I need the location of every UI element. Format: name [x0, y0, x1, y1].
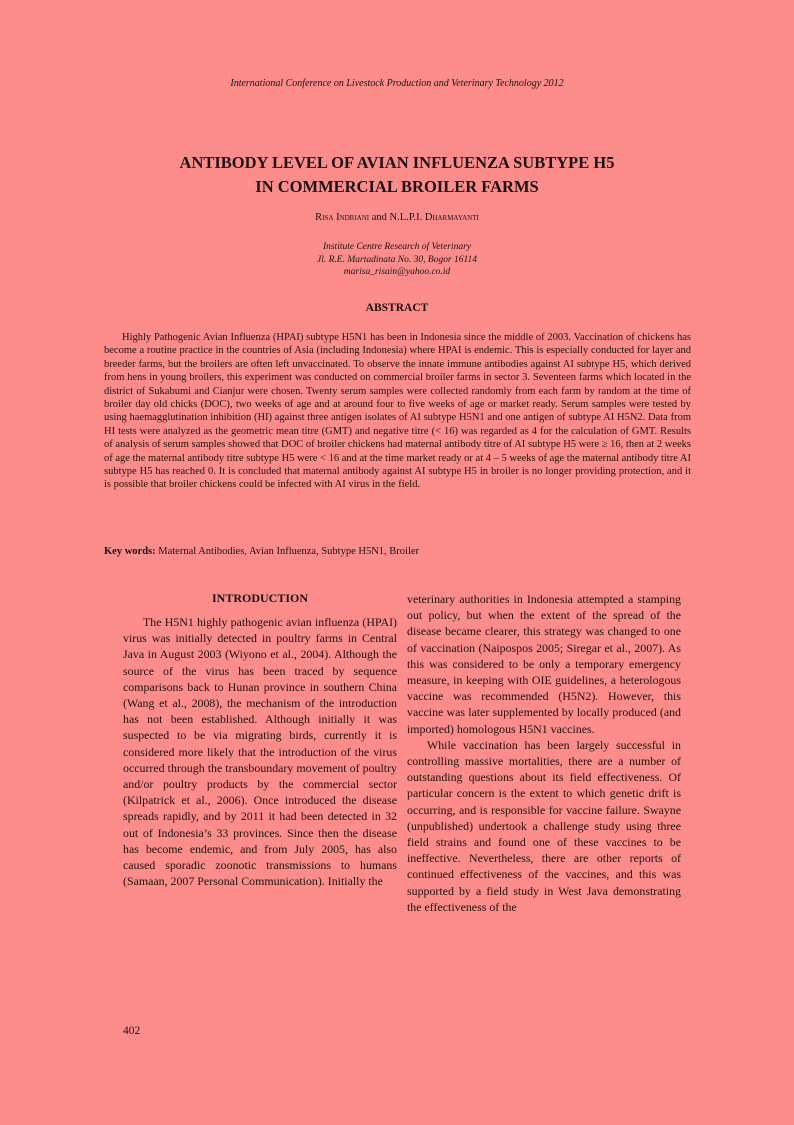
abstract-text: Highly Pathogenic Avian Influenza (HPAI) subtype H5N1 has been in Indonesia since the middle of 2003. Vaccination of chickens has become a routine practice in the countries of Asia (including Indonesia) where HPAI is endemic. This is especially conducted for layer and breeder farms, but the broilers are often left unvaccinated. To observe the innate immune antibodies against AI subtype H5, which derived from hens in young broilers, this experiment was conducted on commercial broiler farms in sector 3. Seventeen farms which located in the district of Sukabumi and Cianjur were chosen. Twenty serum samples were collected randomly from each farm by random at the time of broiler day old chicks (DOC), two weeks of age and at around four to five weeks of age or market ready. Serum samples were tested by using haemagglutination inhibition (HI) against three antigen isolates of AI subtype H5N1 and one antigen of subtype AI H5N2. Data from HI tests were analyzed as the geometric mean titre (GMT) and negative titre (< 16) was regarded as 4 for the calculation of GMT. Results of analysis of serum samples showed that DOC of broiler chickens had maternal antibody titre of AI subtype H5 were ≥ 16, then at 2 weeks of age the maternal antibody titre subtype H5 were < 16 and at the time market ready or at 4 – 5 weeks of age the maternal antibody titre AI subtype H5 has reached 0. It is concluded that maternal antibody against AI subtype H5 in broiler is no longer providing protection, and it is possible that broiler chickens could be infected with AI virus in the field. [104, 332, 692, 491]
authors [0, 212, 794, 223]
title-line-2: IN COMMERCIAL BROILER FARMS [255, 177, 539, 196]
abstract-heading: ABSTRACT [365, 302, 429, 314]
affiliation [0, 241, 794, 279]
page-number: 402 [123, 1025, 141, 1037]
introduction-paragraph-1-continued: veterinary authorities in Indonesia attempted a stamping out policy, but when the extent of the spread of the disease became clearer, this strategy was changed to one of vaccination (Naipospos 2005; Siregar et al., 2007). As this was considered to be only a temporary emergency measure, in keeping with OIE guidelines, a heterologous vaccine was recommended (H5N2). However, this vaccine was later supplemented by locally produced (and imported) homologous H5N1 vaccines. [407, 592, 681, 736]
author-2: N.L.P.I. Dharmayanti [389, 212, 479, 223]
keywords-value: Maternal Antibodies, Avian Influenza, Subtype H5N1, Broiler [155, 546, 420, 557]
authors-conjunction: and [369, 212, 390, 223]
introduction-heading: INTRODUCTION [211, 591, 308, 605]
introduction-paragraph-2: While vaccination has been largely successful in controlling massive mortalities, there are a number of outstanding questions about its field effectiveness. Of particular concern is the extent to which genetic drift is occurring, and is responsible for vaccine failure. Swayne (unpublished) undertook a challenge study using three field strains and found one of these vaccines to be ineffective. Nevertheless, there are other reports of continued effectiveness of the vaccines, and this was supported by a field study in West Java demonstrating the effectiveness of the [407, 737, 681, 914]
affiliation-institute: Institute Centre Research of Veterinary [322, 242, 472, 252]
title-line-1: ANTIBODY LEVEL OF AVIAN INFLUENZA SUBTYPE H5 [179, 153, 615, 172]
right-column [407, 591, 681, 915]
left-column [123, 590, 397, 889]
affiliation-email: marisa_risain@yahoo.co.id [343, 267, 451, 277]
author-1: Risa Indriani [315, 212, 370, 223]
keywords [104, 546, 691, 557]
introduction-paragraph-1: The H5N1 highly pathogenic avian influenza (HPAI) virus was initially detected in poultry farms in Central Java in August 2003 (Wiyono et al., 2004). Although the source of the virus has been traced by sequence comparisons back to Hunan province in southern China (Wang et al., 2008), the mechanism of the introduction has not been established. Although initially it was suspected to be via migrating birds, currently it is considered more likely that the introduction of the virus occurred through the transboundary movement of poultry and/or poultry products by the commercial sector (Kilpatrick et al., 2006). Once introduced the disease spreads rapidly, and by 2011 it had been detected in 32 out of Indonesia’s 33 provinces. Since then the disease has become endemic, and from July 2005, has also caused sporadic zoonotic transmissions to humans (Samaan, 2007 Personal Communication). Initially the [123, 615, 397, 889]
paper-title [100, 151, 694, 199]
affiliation-address: Jl. R.E. Martadinata No. 30, Bogor 16114 [317, 254, 477, 265]
running-head: International Conference on Livestock Production and Veterinary Technology 2012 [230, 78, 564, 89]
keywords-label: Key words: [104, 546, 156, 557]
